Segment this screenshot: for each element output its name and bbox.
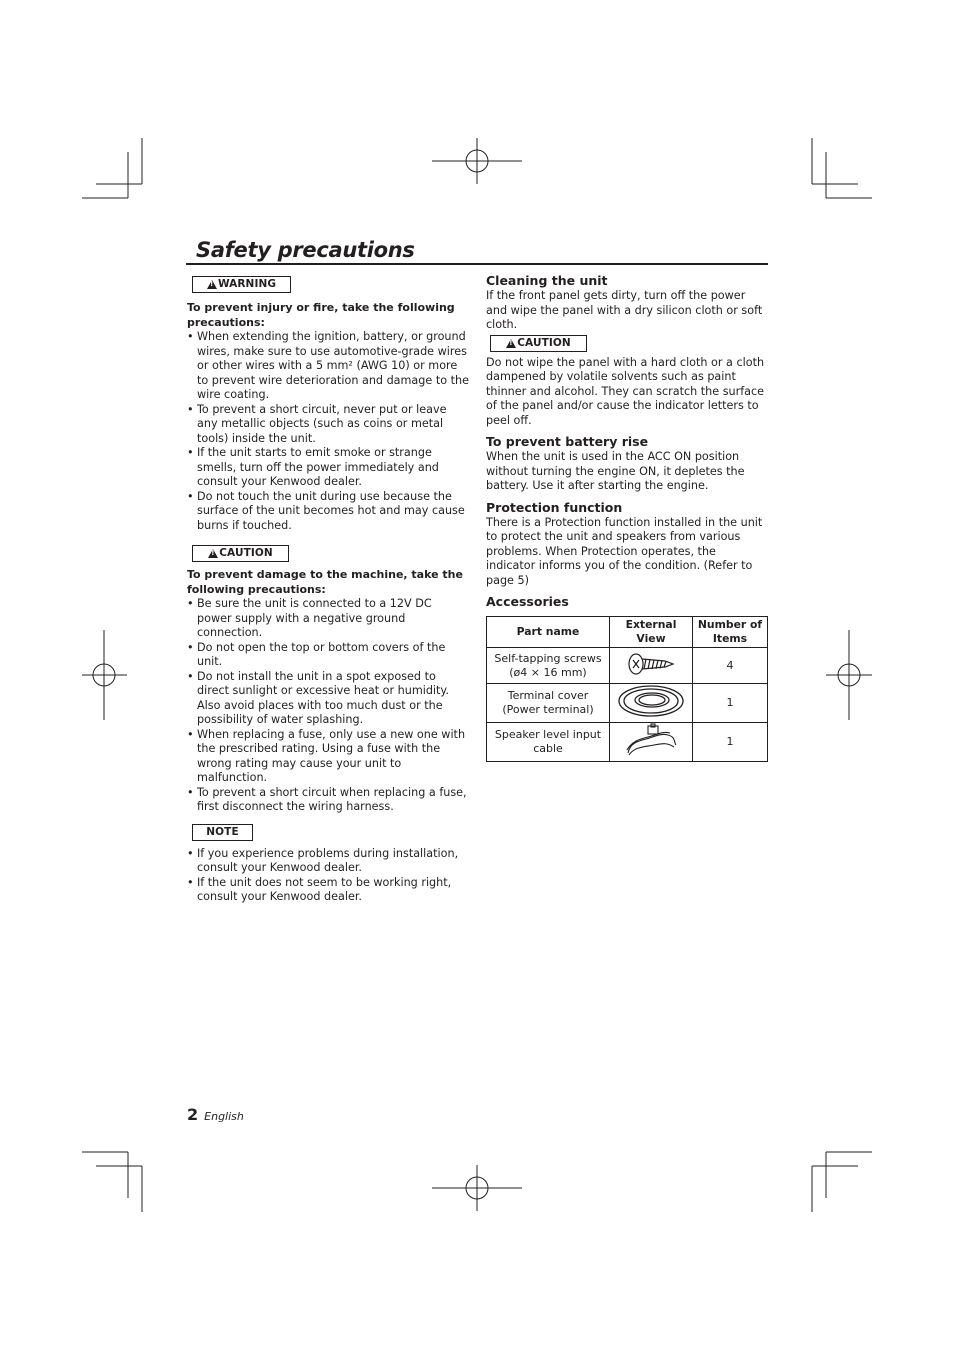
cleaning-caution-text: Do not wipe the panel with a hard cloth or a cloth dampened by volatile solvents such as paint thinner and alcohol. They can scratch the surface of the panel and/or cause the indicator letters to peel off.	[486, 355, 765, 427]
caution-label: ! CAUTION	[192, 545, 289, 562]
note-label: NOTE	[192, 824, 253, 841]
table-row	[487, 723, 768, 762]
list-item: • Be sure the unit is connected to a 12V DC power supply with a negative ground connection.	[187, 597, 469, 641]
column-header: Number of Items	[693, 617, 768, 648]
list-item: • If the unit does not seem to be working right, consult your Kenwood dealer.	[187, 876, 469, 905]
list-item: • To prevent a short circuit, never put or leave any metallic objects (such as coins or metal tools) inside the unit.	[187, 403, 469, 447]
protection-heading: Protection function	[486, 499, 623, 515]
part-name: Speaker level input cable	[487, 723, 610, 762]
column-header: External View	[610, 617, 693, 648]
right-column	[486, 273, 768, 762]
cleaning-caution-label: ! CAUTION	[490, 335, 587, 352]
accessories-table	[486, 616, 768, 762]
item-count: 1	[693, 723, 768, 762]
warning-lead: To prevent injury or fire, take the following precautions:	[187, 301, 455, 329]
warning-list	[187, 330, 469, 533]
table-row	[487, 648, 768, 684]
list-item: • If the unit starts to emit smoke or strange smells, turn off the power immediately and consult your Kenwood dealer.	[187, 446, 469, 490]
title-rule	[186, 263, 768, 265]
list-item: • Do not install the unit in a spot exposed to direct sunlight or excessive heat or humidity. Also avoid places with too much dust or the possibility of water splashing.	[187, 670, 469, 728]
screw-icon	[627, 651, 675, 677]
page-number: 2	[187, 1105, 199, 1124]
list-item: • If you experience problems during installation, consult your Kenwood dealer.	[187, 847, 469, 876]
left-column	[187, 276, 469, 905]
warning-label: ! WARNING	[192, 276, 291, 293]
column-header: Part name	[487, 617, 610, 648]
item-count: 4	[693, 648, 768, 684]
accessories-heading: Accessories	[486, 594, 569, 609]
caution-list	[187, 597, 469, 815]
caution-triangle-icon	[506, 339, 516, 348]
external-view-cell	[610, 648, 693, 684]
external-view-cell	[610, 684, 693, 723]
part-name: Self-tapping screws (ø4 × 16 mm)	[487, 648, 610, 684]
caution-triangle-icon	[208, 549, 218, 558]
battery-text: When the unit is used in the ACC ON position without turning the engine ON, it depletes the battery. Use it after starting the engine.	[486, 450, 745, 492]
page-title: Safety precautions	[196, 238, 415, 262]
part-name: Terminal cover (Power terminal)	[487, 684, 610, 723]
table-header-row	[487, 617, 768, 648]
table-row	[487, 684, 768, 723]
cable-icon	[624, 723, 678, 757]
cleaning-heading: Cleaning the unit	[486, 273, 608, 288]
warning-triangle-icon	[207, 280, 217, 289]
list-item: • When extending the ignition, battery, or ground wires, make sure to use automotive-grade wires or other wires with a 5 mm² (AWG 10) or more to prevent wire deterioration and damage to the wire coating.	[187, 330, 469, 403]
list-item: • To prevent a short circuit when replacing a fuse, first disconnect the wiring harness.	[187, 786, 469, 815]
caution-lead: To prevent damage to the machine, take the following precautions:	[187, 568, 463, 596]
protection-text: There is a Protection function installed in the unit to protect the unit and speakers from various problems. When Protection operates, the indicator informs you of the condition. (Refer to page 5)	[486, 515, 763, 587]
page-footer	[187, 1105, 244, 1124]
terminal-cover-icon	[616, 684, 686, 718]
list-item: • Do not open the top or bottom covers of the unit.	[187, 641, 469, 670]
cleaning-text: If the front panel gets dirty, turn off the power and wipe the panel with a dry silicon cloth or soft cloth.	[486, 289, 763, 331]
page-language: English	[204, 1110, 244, 1123]
battery-heading: To prevent battery rise	[486, 434, 649, 449]
list-item: • Do not touch the unit during use because the surface of the unit becomes hot and may cause burns if touched.	[187, 490, 469, 534]
external-view-cell	[610, 723, 693, 762]
note-list	[187, 847, 469, 905]
list-item: • When replacing a fuse, only use a new one with the prescribed rating. Using a fuse with the wrong rating may cause your unit to malfunction.	[187, 728, 469, 786]
item-count: 1	[693, 684, 768, 723]
